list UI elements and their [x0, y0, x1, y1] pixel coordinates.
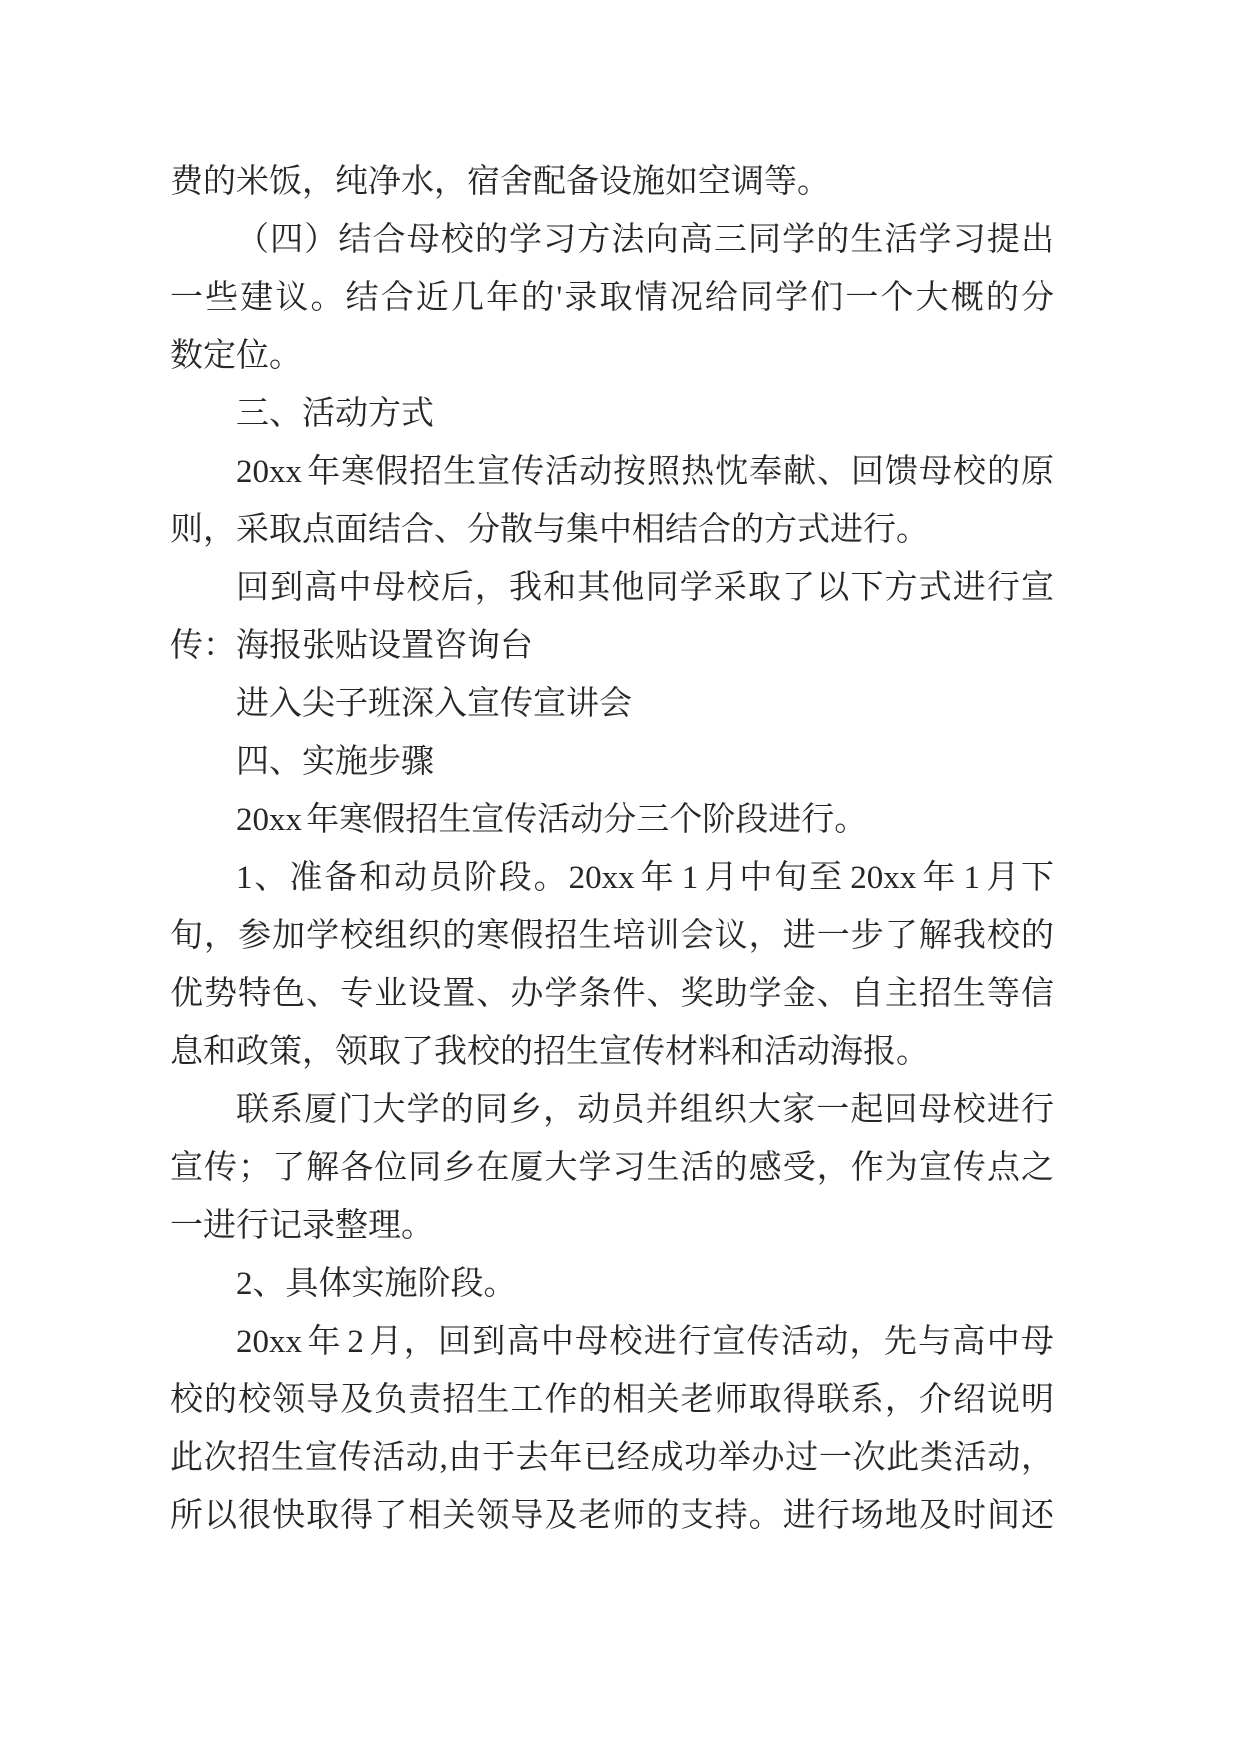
text-line: 三、活动方式: [236, 396, 434, 432]
text-line: 校的校领导及负责招生工作的相关老师取得联系，介绍说明: [170, 1382, 1054, 1418]
text-line: 一进行记录整理。: [170, 1208, 434, 1244]
text-line: 20xx 年寒假招生宣传活动分三个阶段进行。: [236, 802, 868, 838]
text-line: 联系厦门大学的同乡，动员并组织大家一起回母校进行: [236, 1092, 1054, 1128]
text-line: 则，采取点面结合、分散与集中相结合的方式进行。: [170, 512, 929, 548]
text-line: （四）结合母校的学习方法向高三同学的生活学习提出: [236, 222, 1054, 258]
text-line: 20xx 年 2 月，回到高中母校进行宣传活动，先与高中母: [236, 1324, 1054, 1360]
text-line: 传：海报张贴设置咨询台: [170, 628, 533, 664]
text-line: 回到高中母校后，我和其他同学采取了以下方式进行宣: [236, 570, 1054, 606]
text-line: 20xx 年寒假招生宣传活动按照热忱奉献、回馈母校的原: [236, 454, 1054, 490]
text-line: 费的米饭，纯净水，宿舍配备设施如空调等。: [170, 164, 830, 200]
text-line: 此次招生宣传活动,由于去年已经成功举办过一次此类活动，: [170, 1440, 1054, 1476]
text-line: 优势特色、专业设置、办学条件、奖助学金、自主招生等信: [170, 976, 1054, 1012]
text-line: 1、准备和动员阶段。20xx 年 1 月中旬至 20xx 年 1 月下: [236, 860, 1054, 896]
text-line: 所以很快取得了相关领导及老师的支持。进行场地及时间还: [170, 1498, 1054, 1534]
text-line: 四、实施步骤: [236, 744, 434, 780]
text-line: 进入尖子班深入宣传宣讲会: [236, 686, 632, 722]
text-line: 宣传；了解各位同乡在厦大学习生活的感受，作为宣传点之: [170, 1150, 1054, 1186]
text-line: 旬，参加学校组织的寒假招生培训会议，进一步了解我校的: [170, 918, 1054, 954]
text-line: 一些建议。结合近几年的'录取情况给同学们一个大概的分: [170, 280, 1054, 316]
text-line: 数定位。: [170, 338, 302, 374]
text-line: 2、具体实施阶段。: [236, 1266, 517, 1302]
text-line: 息和政策，领取了我校的招生宣传材料和活动海报。: [170, 1034, 929, 1070]
